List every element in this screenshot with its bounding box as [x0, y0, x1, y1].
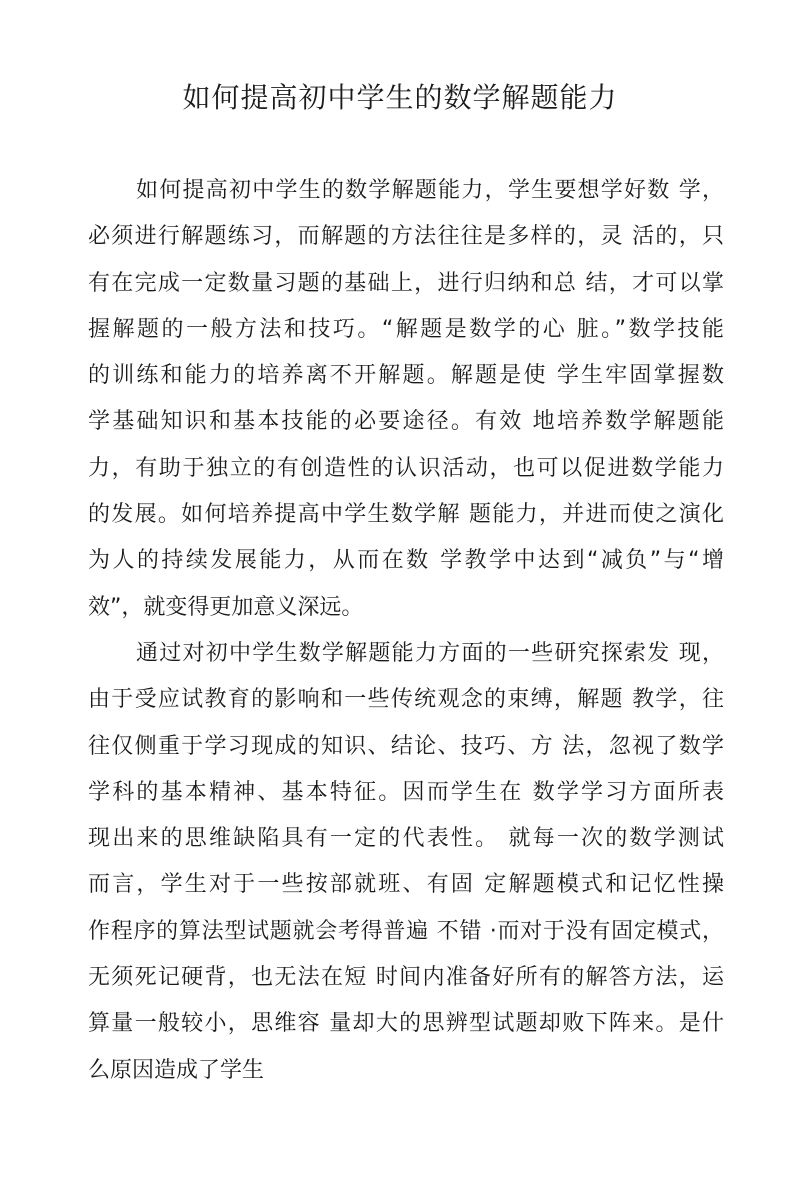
text-line: 如何提高初中学生的数学解题能力，学生要想学好数 学，	[136, 178, 724, 203]
text-line: 往仅侧重于学习现成的知识、结论、技巧、方 法，忽视了数学	[88, 733, 724, 759]
text-line: 力，有助于独立的有创造性的认识活动，也可以促进数学能力	[88, 455, 724, 481]
text-line: 有在完成一定数量习题的基础上，进行归纳和总 结，才可以掌	[88, 270, 724, 296]
text-line: 通过对初中学生数学解题能力方面的一些研究探索发 现，	[136, 640, 724, 666]
paragraph-1	[88, 168, 724, 631]
document-body	[88, 168, 724, 1094]
text-line: 作程序的算法型试题就会考得普遍 不错 ·而对于没有固定模式，	[88, 918, 724, 944]
text-line: 现出来的思维缺陷具有一定的代表性。 就每一次的数学测试	[88, 826, 724, 852]
text-line: 的发展。如何培养提高中学生数学解 题能力，并进而使之演化	[88, 502, 724, 528]
text-line: 么原因造成了学生	[88, 1057, 265, 1083]
text-line: 而言，学生对于一些按部就班、有固 定解题模式和记忆性操	[88, 872, 724, 898]
text-line: 由于受应试教育的影响和一些传统观念的束缚，解题 教学，往	[88, 687, 724, 713]
paragraph-2	[88, 631, 724, 1094]
text-line: 必须进行解题练习，而解题的方法往往是多样的，灵 活的，只	[88, 224, 724, 250]
text-line: 为人的持续发展能力，从而在数 学教学中达到“减负”与“增	[88, 548, 724, 574]
text-line: 效”，就变得更加意义深远。	[88, 594, 364, 620]
text-line: 算量一般较小，思维容 量却大的思辨型试题却败下阵来。是什	[88, 1011, 724, 1037]
text-line: 学科的基本精神、基本特征。因而学生在 数学学习方面所表	[88, 779, 724, 805]
text-line: 的训练和能力的培养离不开解题。解题是使 学生牢固掌握数	[88, 363, 724, 389]
document-title: 如何提高初中学生的数学解题能力	[182, 81, 618, 114]
text-line: 无须死记硬背，也无法在短 时间内准备好所有的解答方法，运	[88, 965, 724, 991]
text-line: 握解题的一般方法和技巧。“解题是数学的心 脏。”数学技能	[88, 316, 724, 342]
text-line: 学基础知识和基本技能的必要途径。有效 地培养数学解题能	[88, 409, 724, 435]
